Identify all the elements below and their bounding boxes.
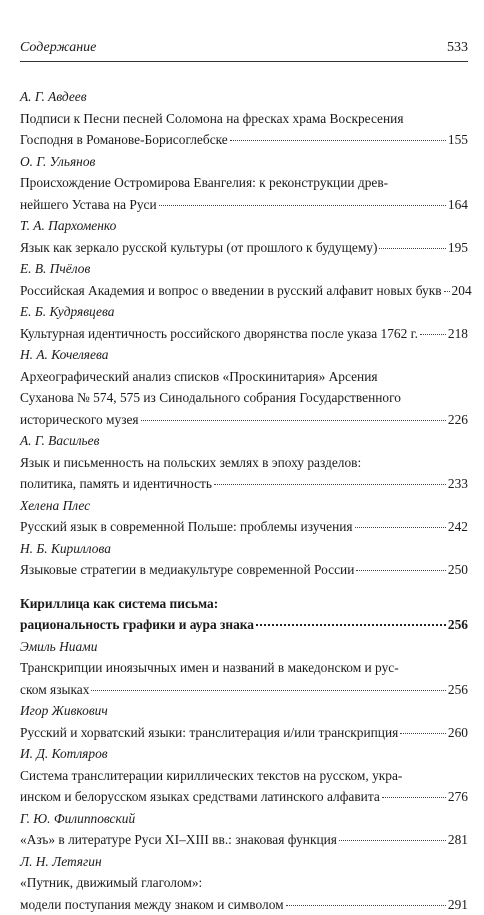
entry-page-number: 276 [448, 786, 468, 808]
entry-author: Е. Б. Кудрявцева [20, 301, 468, 323]
toc-entry [20, 344, 468, 430]
entry-page-number: 233 [448, 473, 468, 495]
entry-title-line: политика, память и идентичность [20, 473, 212, 495]
toc-entry [20, 86, 468, 151]
entry-title-line: Подписи к Песни песней Соломона на фресках храма Воскресения [20, 108, 468, 130]
dot-leader [230, 140, 446, 141]
toc-entry [20, 301, 468, 344]
entry-title-line: Господня в Романове-Борисоглебске [20, 129, 228, 151]
entry-title-row [20, 473, 468, 495]
entry-title-row [20, 679, 468, 701]
dot-leader [355, 527, 446, 528]
dot-leader [256, 624, 446, 626]
toc-page [20, 40, 468, 58]
entry-title-row [20, 786, 468, 808]
page-number: 533 [447, 40, 468, 56]
entry-title-row [20, 722, 468, 744]
entry-title-line: Система транслитерации кириллических текстов на русском, укра- [20, 765, 468, 787]
entry-title-line: Происхождение Остромирова Евангелия: к реконструкции древ- [20, 172, 468, 194]
entry-author: Н. Б. Кириллова [20, 538, 468, 560]
entry-page-number: 204 [452, 280, 472, 302]
toc-entry [20, 215, 468, 258]
entry-title-row [20, 516, 468, 538]
entry-title-line: Российская Академия и вопрос о введении в русский алфавит новых букв [20, 280, 442, 302]
entry-title-line: Русский и хорватский языки: транслитерация и/или транскрипция [20, 722, 398, 744]
toc-entry [20, 700, 468, 743]
header-rule [20, 61, 468, 62]
entry-author: Игор Живкович [20, 700, 468, 722]
entry-title-line: исторического музея [20, 409, 139, 431]
entry-page-number: 218 [448, 323, 468, 345]
entry-title-row [20, 829, 468, 851]
dot-leader [382, 797, 446, 798]
running-header [20, 40, 468, 58]
entry-title-line: инском и белорусском языках средствами латинского алфавита [20, 786, 380, 808]
toc-entry [20, 258, 468, 301]
entry-title-row [20, 559, 468, 581]
entry-title-line: Язык как зеркало русской культуры (от прошлого к будущему) [20, 237, 377, 259]
toc-entry [20, 151, 468, 216]
entry-author: А. Г. Авдеев [20, 86, 468, 108]
toc-entry [20, 636, 468, 701]
dot-leader [339, 840, 446, 841]
section-page-number: 256 [448, 614, 468, 636]
entry-page-number: 260 [448, 722, 468, 744]
toc-entry [20, 808, 468, 851]
section-heading [20, 593, 468, 636]
toc-entry [20, 851, 468, 915]
toc-entry [20, 495, 468, 538]
toc-entry [20, 743, 468, 808]
entry-page-number: 281 [448, 829, 468, 851]
entry-title-row [20, 894, 468, 915]
entry-author: Хелена Плес [20, 495, 468, 517]
entry-title-row [20, 280, 468, 302]
entry-page-number: 250 [448, 559, 468, 581]
entry-author: А. Г. Васильев [20, 430, 468, 452]
entry-author: Н. А. Кочеляева [20, 344, 468, 366]
dot-leader [356, 570, 446, 571]
entry-title-line: нейшего Устава на Руси [20, 194, 157, 216]
entry-author: Г. Ю. Филипповский [20, 808, 468, 830]
toc-entry [20, 538, 468, 581]
entry-author: О. Г. Ульянов [20, 151, 468, 173]
dot-leader [286, 905, 446, 906]
entry-page-number: 164 [448, 194, 468, 216]
section-title-line: рациональность графики и аура знака [20, 614, 254, 636]
entry-author: И. Д. Котляров [20, 743, 468, 765]
toc-entry [20, 430, 468, 495]
dot-leader [379, 248, 445, 249]
entry-title-line: Суханова № 574, 575 из Синодального собрания Государственного [20, 387, 468, 409]
entry-title-row [20, 237, 468, 259]
entry-title-row [20, 194, 468, 216]
entry-title-line: «Азъ» в литературе Руси XI–XIII вв.: знаковая функция [20, 829, 337, 851]
entry-title-line: модели поступания между знаком и символом [20, 894, 284, 915]
entry-page-number: 242 [448, 516, 468, 538]
dot-leader [420, 334, 446, 335]
entry-title-line: ском языках [20, 679, 89, 701]
entry-title-line: «Путник, движимый глаголом»: [20, 872, 468, 894]
section-title-line: Кириллица как система письма: [20, 593, 468, 615]
entry-title-line: Археографический анализ списков «Проскинитария» Арсения [20, 366, 468, 388]
entry-author: Т. А. Пархоменко [20, 215, 468, 237]
section-title-row [20, 614, 468, 636]
entry-page-number: 256 [448, 679, 468, 701]
entry-page-number: 291 [448, 894, 468, 915]
dot-leader [159, 205, 446, 206]
dot-leader [444, 291, 450, 292]
entry-page-number: 195 [448, 237, 468, 259]
entry-title-line: Транскрипции иноязычных имен и названий в македонском и рус- [20, 657, 468, 679]
entry-title-row [20, 409, 468, 431]
dot-leader [91, 690, 445, 691]
dot-leader [214, 484, 446, 485]
entry-author: Е. В. Пчёлов [20, 258, 468, 280]
dot-leader [141, 420, 446, 421]
dot-leader [400, 733, 446, 734]
header-title: Содержание [20, 40, 96, 56]
entry-title-line: Русский язык в современной Польше: проблемы изучения [20, 516, 353, 538]
entry-title-line: Культурная идентичность российского дворянства после указа 1762 г. [20, 323, 418, 345]
entry-title-line: Язык и письменность на польских землях в эпоху разделов: [20, 452, 468, 474]
entry-author: Л. Н. Летягин [20, 851, 468, 873]
entry-title-line: Языковые стратегии в медиакультуре современной России [20, 559, 354, 581]
entry-page-number: 155 [448, 129, 468, 151]
table-of-contents [20, 86, 468, 915]
entry-title-row [20, 323, 468, 345]
entry-author: Эмиль Ниами [20, 636, 468, 658]
entry-title-row [20, 129, 468, 151]
entry-page-number: 226 [448, 409, 468, 431]
